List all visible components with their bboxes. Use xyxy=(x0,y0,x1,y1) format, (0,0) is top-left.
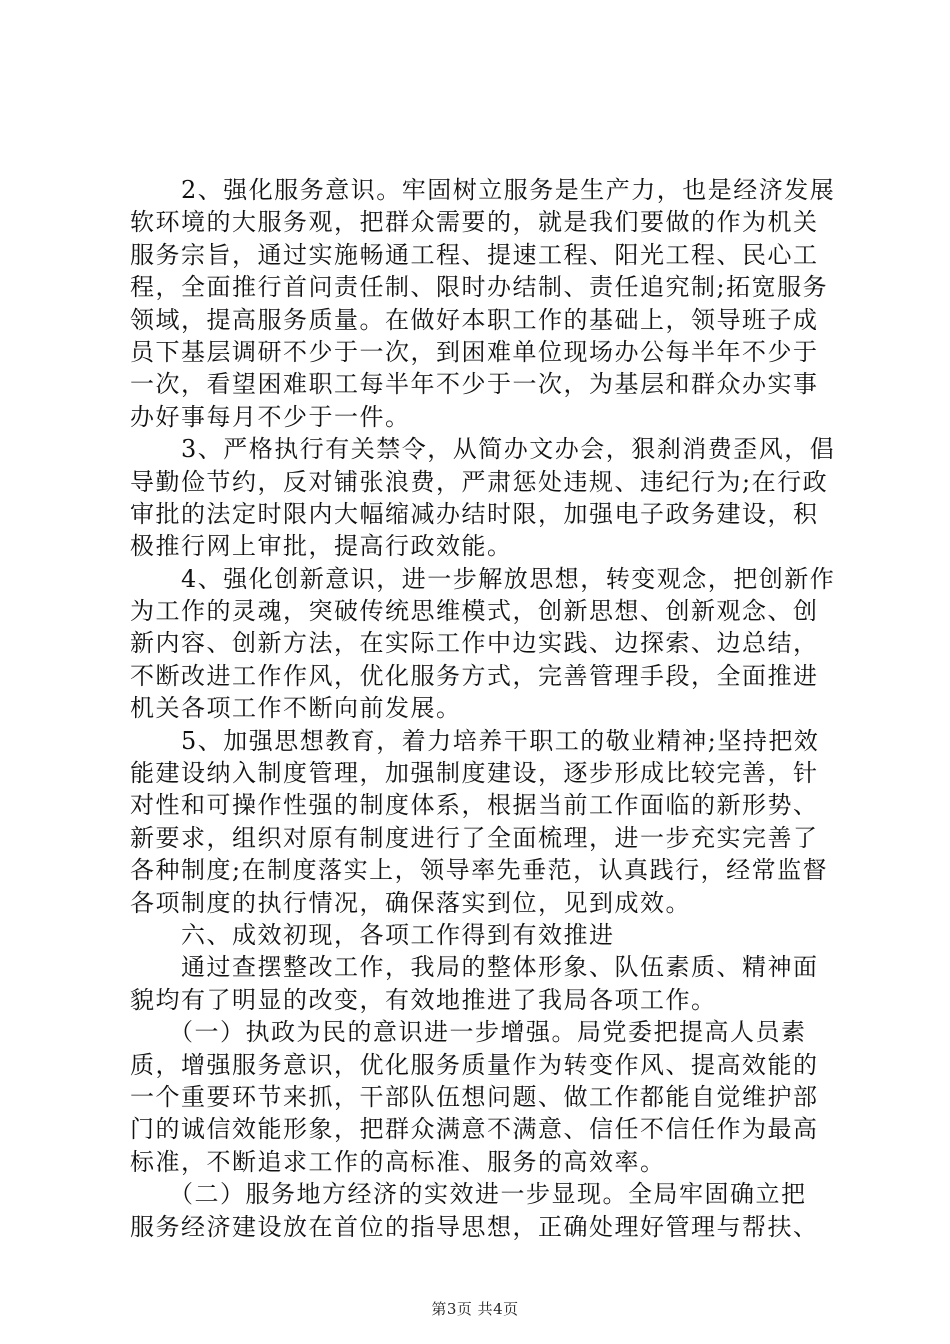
text-line: （二）服务地方经济的实效进一步显现。全局牢固确立把 xyxy=(130,1180,807,1209)
text-line: 导勤俭节约，反对铺张浪费，严肃惩处违规、违纪行为;在行政 xyxy=(130,467,829,496)
section-heading: 六、成效初现，各项工作得到有效推进 xyxy=(130,920,615,949)
text-line: 一个重要环节来抓，干部队伍想问题、做工作都能自觉维护部 xyxy=(130,1082,819,1111)
text-line: （一）执政为民的意识进一步增强。局党委把提高人员素 xyxy=(130,1018,807,1047)
text-line: 通过查摆整改工作，我局的整体形象、队伍素质、精神面 xyxy=(130,953,819,982)
text-line: 貌均有了明显的改变，有效地推进了我局各项工作。 xyxy=(130,985,717,1014)
text-line: 程，全面推行首问责任制、限时办结制、责任追究制;拓宽服务 xyxy=(130,273,829,302)
text-line: 服务经济建设放在首位的指导思想，正确处理好管理与帮扶、 xyxy=(130,1212,819,1241)
text-line: 领域，提高服务质量。在做好本职工作的基础上，领导班子成 xyxy=(130,305,819,334)
text-line: 员下基层调研不少于一次，到困难单位现场办公每半年不少于 xyxy=(130,337,819,366)
text-line: 对性和可操作性强的制度体系，根据当前工作面临的新形势、 xyxy=(130,791,819,820)
page-number: 第3页 共4页 xyxy=(431,1300,519,1318)
text-line: 办好事每月不少于一件。 xyxy=(130,402,411,431)
text-line: 审批的法定时限内大幅缩减办结时限，加强电子政务建设，积 xyxy=(130,499,819,528)
text-line: 各项制度的执行情况，确保落实到位，见到成效。 xyxy=(130,888,691,917)
text-line: 2、强化服务意识。牢固树立服务是生产力，也是经济发展 xyxy=(130,176,836,204)
text-line: 新要求，组织对原有制度进行了全面梳理，进一步充实完善了 xyxy=(130,823,819,852)
body-text xyxy=(130,174,836,1243)
text-line: 一次，看望困难职工每半年不少于一次，为基层和群众办实事 xyxy=(130,370,819,399)
text-line: 能建设纳入制度管理，加强制度建设，逐步形成比较完善，针 xyxy=(130,759,819,788)
text-line: 3、严格执行有关禁令，从简办文办会，狠刹消费歪风，倡 xyxy=(130,435,836,464)
text-line: 软环境的大服务观，把群众需要的，就是我们要做的作为机关 xyxy=(130,208,819,237)
text-line: 4、强化创新意识，进一步解放思想，转变观念，把创新作 xyxy=(130,564,836,593)
text-line: 服务宗旨，通过实施畅通工程、提速工程、阳光工程、民心工 xyxy=(130,240,819,269)
text-line: 门的诚信效能形象，把群众满意不满意、信任不信任作为最高 xyxy=(130,1115,819,1144)
text-line: 各种制度;在制度落实上，领导率先垂范，认真践行，经常监督 xyxy=(130,856,829,885)
text-line: 新内容、创新方法，在实际工作中边实践、边探索、边总结， xyxy=(130,629,819,658)
text-line: 质，增强服务意识，优化服务质量作为转变作风、提高效能的 xyxy=(130,1050,819,1079)
text-line: 标准，不断追求工作的高标准、服务的高效率。 xyxy=(130,1147,666,1176)
text-line: 机关各项工作不断向前发展。 xyxy=(130,694,462,723)
text-line: 极推行网上审批，提高行政效能。 xyxy=(130,532,513,561)
text-line: 不断改进工作作风，优化服务方式，完善管理手段，全面推进 xyxy=(130,661,819,690)
text-line: 为工作的灵魂，突破传统思维模式，创新思想、创新观念、创 xyxy=(130,597,819,626)
text-line: 5、加强思想教育，着力培养干职工的敬业精神;坚持把效 xyxy=(130,726,820,755)
